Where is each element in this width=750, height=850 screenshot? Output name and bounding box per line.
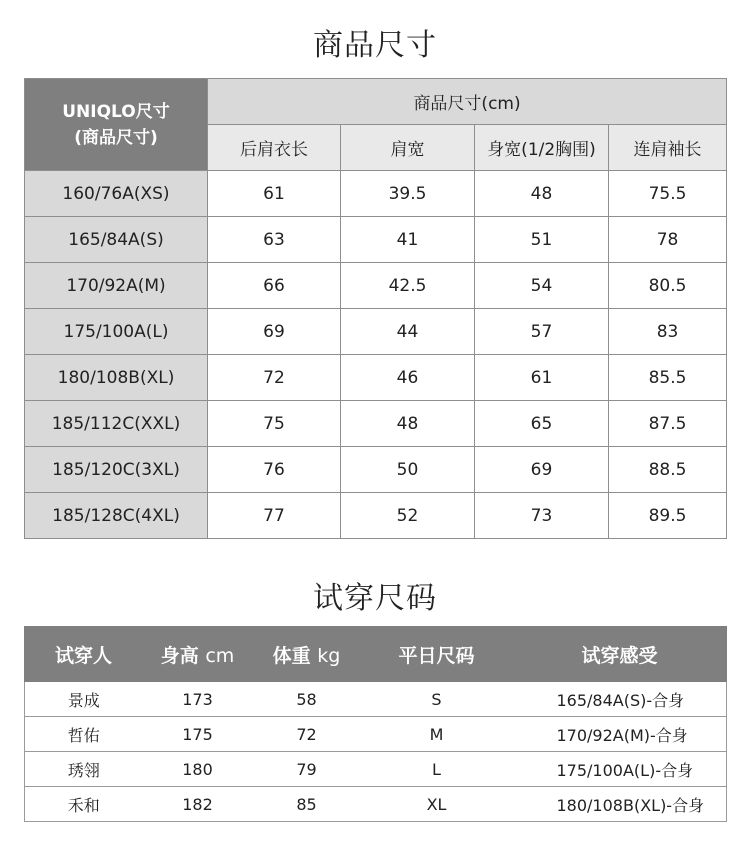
header-height-unit: cm (205, 644, 235, 667)
person-cell: 景成 (25, 682, 143, 717)
weight-cell: 72 (253, 717, 361, 752)
weight-cell: 58 (253, 682, 361, 717)
column-header: 连肩袖长 (609, 125, 727, 171)
column-header: 肩宽 (341, 125, 475, 171)
table-row (25, 401, 727, 447)
table-cell: 51 (475, 217, 609, 263)
table-row (25, 309, 727, 355)
usual-size-cell: XL (361, 787, 513, 822)
height-cell: 180 (143, 752, 253, 787)
table-cell: 75.5 (609, 171, 727, 217)
size-label: 185/112C(XXL) (25, 401, 208, 447)
header-weight-label: 体重 (272, 644, 311, 667)
header-weight (253, 627, 361, 682)
table-cell: 63 (208, 217, 341, 263)
table-cell: 72 (208, 355, 341, 401)
table-cell: 41 (341, 217, 475, 263)
size-label: 160/76A(XS) (25, 171, 208, 217)
table-cell: 50 (341, 447, 475, 493)
size-corner-header (25, 79, 208, 171)
table-cell: 76 (208, 447, 341, 493)
table-cell: 77 (208, 493, 341, 539)
table-cell: 48 (341, 401, 475, 447)
usual-size-cell: L (361, 752, 513, 787)
height-cell: 173 (143, 682, 253, 717)
table-cell: 69 (475, 447, 609, 493)
table-row (25, 447, 727, 493)
table-row (25, 682, 727, 717)
header-usual-size: 平日尺码 (361, 627, 513, 682)
table-cell: 83 (609, 309, 727, 355)
table-cell: 61 (475, 355, 609, 401)
size-label: 170/92A(M) (25, 263, 208, 309)
table-cell: 73 (475, 493, 609, 539)
table-row (25, 717, 727, 752)
table-cell: 57 (475, 309, 609, 355)
table-row (25, 787, 727, 822)
feel-cell: 170/92A(M)-合身 (513, 717, 727, 752)
table-cell: 69 (208, 309, 341, 355)
table-row (25, 493, 727, 539)
size-chart-table (24, 78, 727, 539)
person-cell: 琇翎 (25, 752, 143, 787)
size-section-title: 商品尺寸 (313, 28, 437, 63)
header-height (143, 627, 253, 682)
table-cell: 66 (208, 263, 341, 309)
table-cell: 61 (208, 171, 341, 217)
table-cell: 80.5 (609, 263, 727, 309)
size-label: 185/120C(3XL) (25, 447, 208, 493)
feel-cell: 165/84A(S)-合身 (513, 682, 727, 717)
person-cell: 哲佑 (25, 717, 143, 752)
corner-line-1: UNIQLO尺寸 (62, 101, 170, 122)
header-height-label: 身高 (160, 644, 199, 667)
usual-size-cell: M (361, 717, 513, 752)
table-cell: 54 (475, 263, 609, 309)
table-cell: 87.5 (609, 401, 727, 447)
try-section-title: 试穿尺码 (313, 581, 437, 616)
feel-cell: 175/100A(L)-合身 (513, 752, 727, 787)
table-cell: 78 (609, 217, 727, 263)
size-label: 175/100A(L) (25, 309, 208, 355)
size-label: 185/128C(4XL) (25, 493, 208, 539)
weight-cell: 79 (253, 752, 361, 787)
feel-cell: 180/108B(XL)-合身 (513, 787, 727, 822)
try-on-table (24, 626, 727, 822)
table-row (25, 752, 727, 787)
table-cell: 42.5 (341, 263, 475, 309)
table-row (25, 355, 727, 401)
column-header: 后肩衣长 (208, 125, 341, 171)
table-cell: 65 (475, 401, 609, 447)
table-row (25, 171, 727, 217)
table-cell: 85.5 (609, 355, 727, 401)
table-cell: 44 (341, 309, 475, 355)
table-cell: 88.5 (609, 447, 727, 493)
height-cell: 175 (143, 717, 253, 752)
header-weight-unit: kg (317, 644, 341, 667)
table-cell: 39.5 (341, 171, 475, 217)
table-cell: 89.5 (609, 493, 727, 539)
group-header: 商品尺寸(cm) (208, 79, 727, 125)
table-row (25, 217, 727, 263)
table-cell: 75 (208, 401, 341, 447)
size-label: 180/108B(XL) (25, 355, 208, 401)
size-label: 165/84A(S) (25, 217, 208, 263)
header-person: 试穿人 (25, 627, 143, 682)
header-feel: 试穿感受 (513, 627, 727, 682)
table-cell: 48 (475, 171, 609, 217)
corner-line-2: (商品尺寸) (74, 127, 158, 148)
table-cell: 52 (341, 493, 475, 539)
person-cell: 禾和 (25, 787, 143, 822)
height-cell: 182 (143, 787, 253, 822)
table-row (25, 263, 727, 309)
usual-size-cell: S (361, 682, 513, 717)
column-header: 身宽(1/2胸围) (475, 125, 609, 171)
weight-cell: 85 (253, 787, 361, 822)
table-cell: 46 (341, 355, 475, 401)
